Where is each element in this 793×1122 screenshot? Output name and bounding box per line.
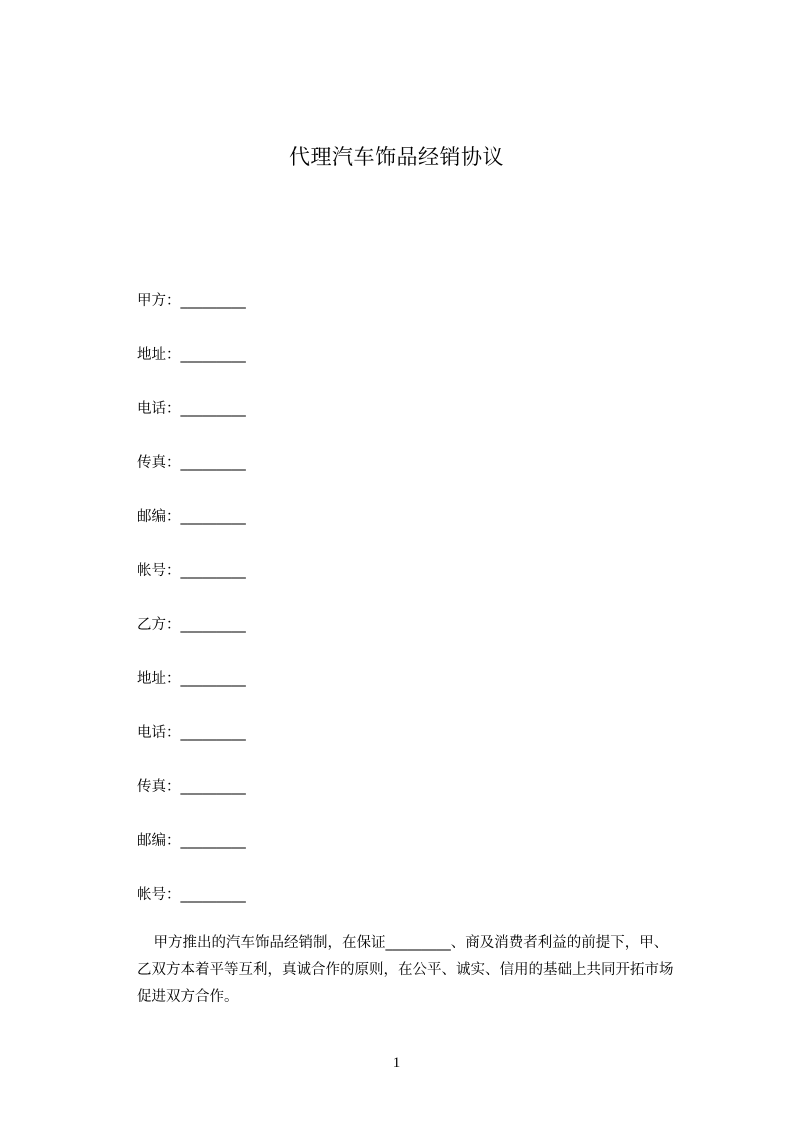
- field-fax-b: 传真：_________: [137, 779, 246, 795]
- paragraph-line: [137, 930, 704, 957]
- field-fax-a: 传真：_________: [137, 455, 246, 471]
- paragraph-line-2: 乙双方本着平等互利，真诚合作的原则，在公平、诚实、信用的基础上共同开拓市场: [137, 962, 674, 978]
- field-postcode-a: 邮编：_________: [137, 509, 246, 525]
- field-phone-a: 电话：_________: [137, 401, 246, 417]
- page-number: 1: [392, 1055, 401, 1071]
- field-account-a: 帐号：_________: [137, 563, 246, 579]
- paragraph-line-1: 甲方推出的汽车饰品经销制，在保证_________、商及消费者利益的前提下，甲、: [153, 935, 669, 951]
- paragraph-line-3: 促进双方合作。: [137, 989, 239, 1005]
- body-paragraph: [137, 930, 704, 1011]
- field-party-b: 乙方：_________: [137, 617, 246, 633]
- field-phone-b: 电话：_________: [137, 725, 246, 741]
- field-party-a: 甲方：_________: [137, 293, 246, 309]
- field-address-b: 地址：_________: [137, 671, 246, 687]
- field-postcode-b: 邮编：_________: [137, 833, 246, 849]
- field-address-a: 地址：_________: [137, 347, 246, 363]
- party-fields: [137, 291, 246, 939]
- field-account-b: 帐号：_________: [137, 887, 246, 903]
- document-title: 代理汽车饰品经销协议: [289, 145, 504, 169]
